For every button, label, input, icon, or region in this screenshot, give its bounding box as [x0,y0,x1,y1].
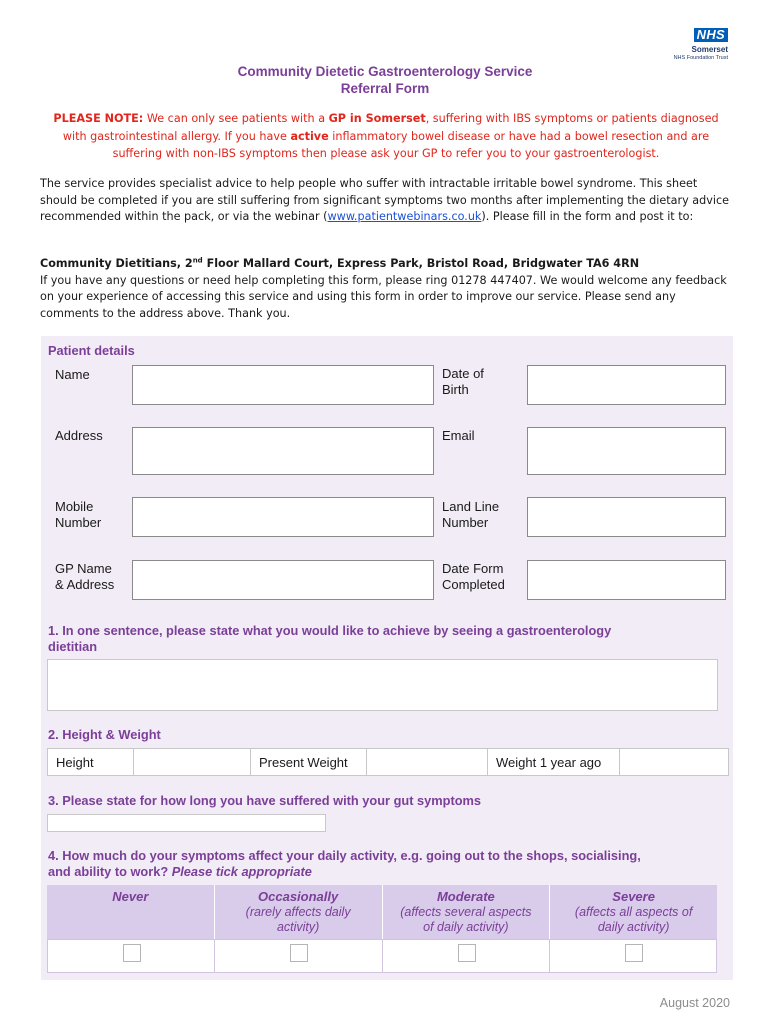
gp-input[interactable] [132,560,434,600]
severe-checkbox[interactable] [625,944,643,962]
address-part-2: Floor Mallard Court, Express Park, Bristol Road, Bridgwater TA6 4RN [202,257,640,270]
form-subtitle: Referral Form [340,81,430,96]
weight-year-ago-label: Weight 1 year ago [488,749,620,775]
note-lead: PLEASE NOTE: [53,112,144,125]
severity-checkbox-row [47,939,717,973]
address-input[interactable] [132,427,434,475]
severity-header [47,885,717,939]
patient-details-heading: Patient details [48,343,135,358]
q1-answer-input[interactable] [47,659,718,711]
dob-label: Date of Birth [442,366,484,397]
address-label: Address [55,428,103,443]
nhs-trust-name: NHS Foundation Trust [673,55,728,61]
nhs-logo [644,26,728,62]
q2-heading: 2. Height & Weight [48,727,161,742]
mobile-input[interactable] [132,497,434,537]
present-weight-label: Present Weight [251,749,367,775]
never-checkbox[interactable] [123,944,141,962]
date-completed-label: Date Form Completed [442,561,505,592]
moderate-checkbox[interactable] [458,944,476,962]
q3-heading: 3. Please state for how long you have suffered with your gut symptoms [48,793,482,808]
name-input[interactable] [132,365,434,405]
date-completed-input[interactable] [527,560,726,600]
occasionally-checkbox[interactable] [290,944,308,962]
important-note [44,110,728,163]
dob-input[interactable] [527,365,726,405]
intro-text: The service provides specialist advice to help people who suffer with intractable irritable bowel syndrome. This sheet should be completed if you are still suffering from significant symptoms two months after implementing the dietary advice recommended within the pack, or via the webinar ( [40,177,729,223]
q1-heading: 1. In one sentence, please state what you would like to achieve by seeing a gastroenterology dietitian [48,623,612,654]
intro-paragraph [40,176,732,226]
col-occasionally: Occasionally (rarely affects daily activity) [215,885,383,939]
height-weight-row [47,748,729,776]
address-part-1: Community Dietitians, 2 [40,257,193,270]
email-label: Email [442,428,475,443]
col-severe: Severe (affects all aspects of daily activity) [574,889,693,934]
address-sup: nd [192,256,203,265]
note-text-1: We can only see patients with a [143,112,329,125]
email-input[interactable] [527,427,726,475]
nhs-org-name: Somerset [691,45,728,54]
note-gp: GP in Somerset [328,112,426,125]
landline-label: Land Line Number [442,499,500,530]
contact-paragraph [40,256,732,322]
height-label: Height [48,749,134,775]
note-text-3: inflammatory bowel disease or have had a bowel resection and are suffering with non-IBS symptoms then please ask your GP to refer you to your gastroenterologist. [112,129,710,160]
weight-year-ago-input[interactable] [620,749,728,775]
note-active: active [290,129,329,143]
q4-heading: 4. How much do your symptoms affect your daily activity, e.g. going out to the shops, socialising, and ability to work? Please tick appropriate [48,848,641,879]
form-title: Community Dietetic Gastroenterology Service [237,64,533,79]
landline-input[interactable] [527,497,726,537]
nhs-mark: NHS [694,28,728,42]
webinar-link[interactable]: www.patientwebinars.co.uk [327,210,482,223]
intro-tail: ). Please fill in the form and post it to: [481,210,694,223]
present-weight-input[interactable] [367,749,488,775]
height-input[interactable] [134,749,251,775]
gp-label: GP Name & Address [55,561,115,592]
col-moderate: Moderate (affects several aspects of daily activity) [383,885,551,939]
note-text-2: , suffering with IBS symptoms or patients diagnosed with gastrointestinal allergy. If you have [62,112,719,143]
mobile-label: Mobile Number [55,499,102,530]
contact-text: If you have any questions or need help completing this form, please ring 01278 447407. We would welcome any feedback on your experience of accessing this service and using this form in order to improve our service. Please send any comments to the address above. Thank you. [40,273,727,320]
severity-table [47,885,717,973]
q3-answer-input[interactable] [47,814,326,832]
col-never: Never [47,885,215,939]
footer-date: August 2020 [659,996,730,1010]
name-label: Name [55,367,90,382]
contact-address [40,257,639,270]
